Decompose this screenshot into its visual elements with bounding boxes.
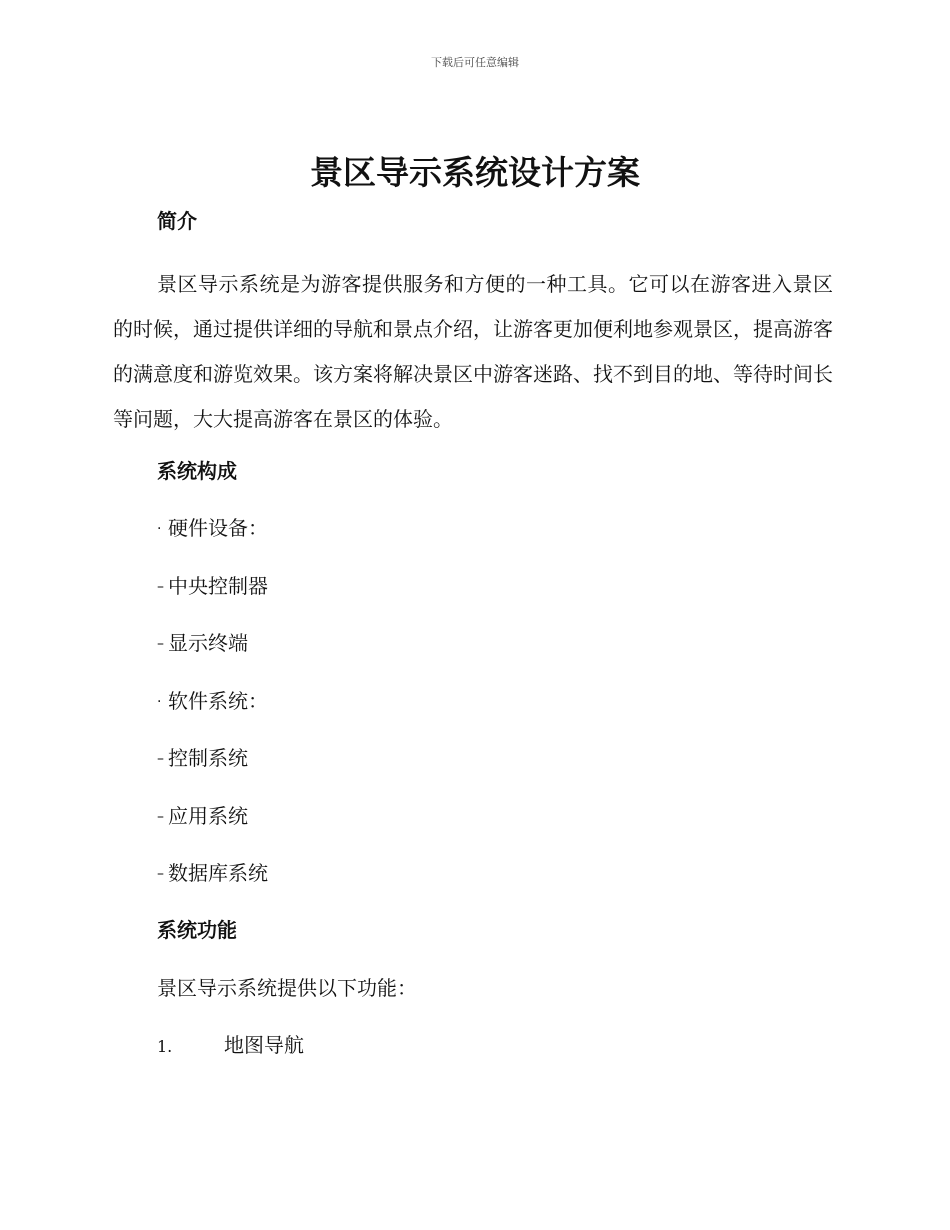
list-item	[157, 629, 248, 658]
list-item	[157, 514, 268, 543]
list-item	[157, 744, 248, 773]
bullet-marker: ·	[157, 694, 162, 710]
document-title: 景区导示系统设计方案	[310, 153, 640, 192]
bullet-marker: ·	[157, 521, 162, 537]
list-item-text: 数据库系统	[168, 861, 268, 885]
list-item-text: 显示终端	[168, 631, 248, 655]
dash-marker: –	[157, 809, 164, 825]
list-item	[157, 572, 268, 601]
list-item	[157, 687, 268, 716]
list-item-text: 地图导航	[224, 1033, 304, 1057]
list-item-text: 应用系统	[168, 804, 248, 828]
list-item-text: 控制系统	[168, 746, 248, 770]
list-item-text: 中央控制器	[168, 574, 268, 598]
functions-lead-text: 景区导示系统提供以下功能：	[157, 976, 417, 1000]
numbered-list-item	[157, 1031, 304, 1061]
list-item	[157, 802, 248, 831]
list-item	[157, 859, 268, 888]
list-item-text: 硬件设备：	[168, 516, 268, 540]
list-item-text: 软件系统：	[168, 689, 268, 713]
dash-marker: –	[157, 636, 164, 652]
section-heading-intro: 简介	[157, 209, 197, 233]
intro-paragraph: 景区导示系统是为游客提供服务和方便的一种工具。它可以在游客进入景区的时候，通过提供详细的导航和景点介绍，让游客更加便利地参观景区，提高游客的满意度和游览效果。该方案将解决景区中游客迷路、找不到目的地、等待时间长等问题，大大提高游客在景区的体验。	[113, 272, 833, 431]
dash-marker: –	[157, 751, 164, 767]
list-number: 1.	[157, 1037, 173, 1056]
section-heading-composition: 系统构成	[157, 459, 237, 483]
page-header-note: 下载后可任意编辑	[431, 56, 519, 69]
section-heading-functions: 系统功能	[157, 918, 237, 942]
dash-marker: –	[157, 579, 164, 595]
dash-marker: –	[157, 866, 164, 882]
